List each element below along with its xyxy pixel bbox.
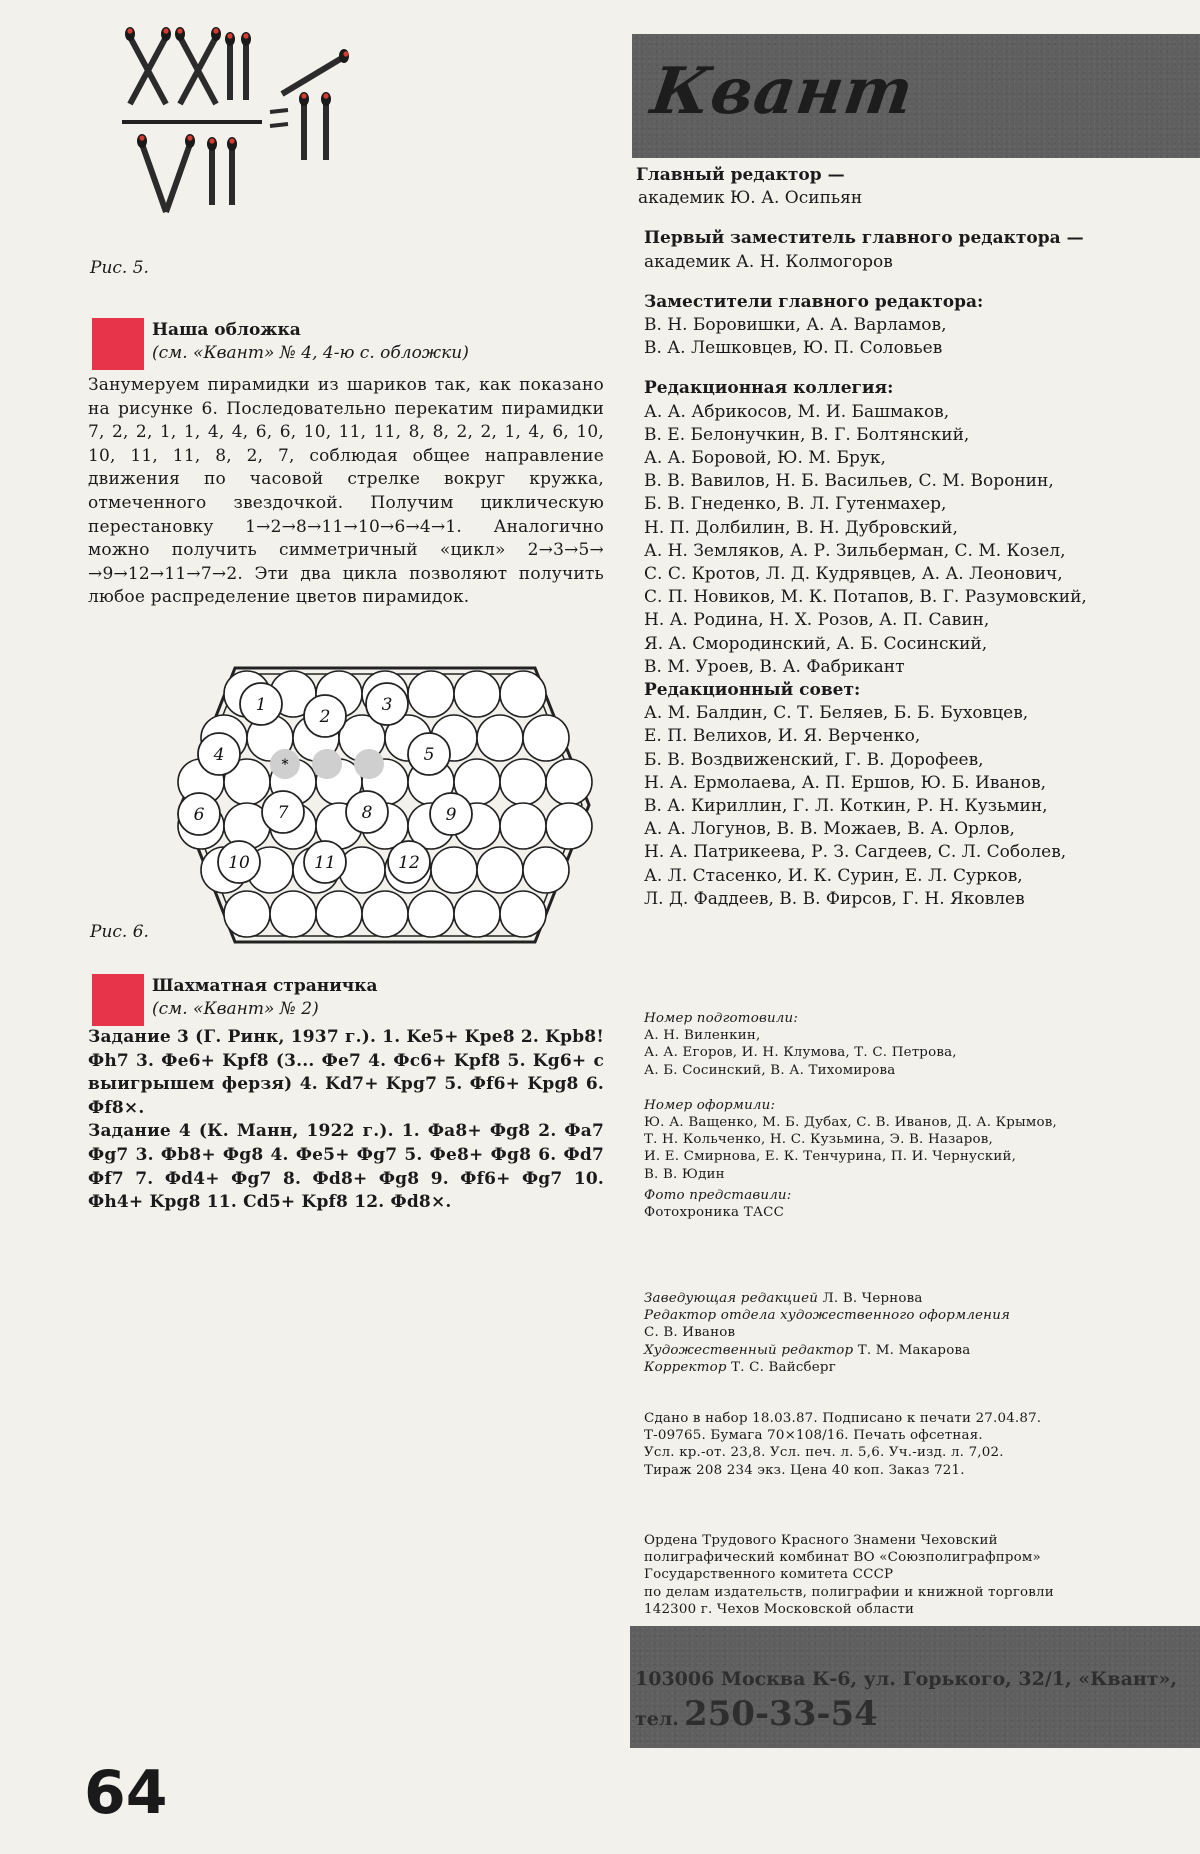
board-line: Н. П. Долбилин, В. Н. Дубровский, [644, 517, 958, 538]
print-info-line: Т-09765. Бумага 70×108/16. Печать офсетная. [644, 1428, 983, 1444]
masthead [636, 164, 1176, 911]
ball-number-label: 7 [277, 803, 289, 823]
staff-name: С. В. Иванов [644, 1325, 736, 1341]
ball [523, 847, 569, 893]
staff-line [644, 1359, 1184, 1376]
print-info-line: Тираж 208 234 экз. Цена 40 коп. Заказ 721. [644, 1462, 965, 1478]
prepared-line: А. Б. Сосинский, В. А. Тихомирова [644, 1062, 896, 1078]
ball [431, 847, 477, 893]
council-line: Е. П. Велихов, И. Я. Верченко, [644, 726, 921, 747]
designed-line: Ю. А. Ващенко, М. Б. Дубах, С. В. Иванов, Д. А. Крымов, [644, 1115, 1057, 1131]
printer-info [644, 1532, 1184, 1618]
staff-name: Л. В. Чернова [822, 1291, 923, 1306]
ball [362, 891, 408, 937]
deputies-list [636, 314, 1176, 360]
board-line: В. В. Вавилов, Н. Б. Васильев, С. М. Воронин, [644, 471, 1054, 492]
numerator-matches [125, 27, 251, 104]
designed-line: И. Е. Смирнова, Е. К. Тенчурина, П. И. Чернуский, [644, 1149, 1017, 1165]
prepared-line: А. Н. Виленкин, [644, 1028, 761, 1044]
board-line: В. М. Уроев, В. А. Фабрикант [644, 656, 905, 677]
ball [224, 891, 270, 937]
section-marker [92, 974, 144, 1026]
ball-number-label: 11 [314, 853, 336, 873]
board-label: Редакционная коллегия: [644, 378, 894, 399]
council-line: А. М. Балдин, С. Т. Беляев, Б. Б. Буховцев, [644, 703, 1029, 724]
ball [523, 715, 569, 761]
phone-label: тел. [635, 1708, 679, 1730]
printer-line: 142300 г. Чехов Московской области [644, 1601, 915, 1617]
staff-role: Художественный редактор [644, 1342, 854, 1358]
staff-line [644, 1290, 1184, 1307]
ball-pyramid-hexagon [175, 664, 595, 946]
printer-line: полиграфический комбинат ВО «Союзполиграфпром» [644, 1550, 1041, 1566]
board-line: А. А. Боровой, Ю. М. Брук, [644, 448, 886, 469]
ball [500, 759, 546, 805]
page-number: 64 [84, 1758, 168, 1828]
council-line: Л. Д. Фаддеев, В. В. Фирсов, Г. Н. Яковлев [644, 888, 1025, 909]
ball [270, 891, 316, 937]
denominator-matches [137, 134, 237, 212]
grey-ball [312, 749, 342, 779]
chief-editor-label: Главный редактор — [636, 165, 845, 185]
star-marker: * [281, 757, 289, 773]
council-line: А. Л. Стасенко, И. К. Сурин, Е. Л. Сурков, [644, 865, 1023, 886]
board-line: А. А. Абрикосов, М. И. Башмаков, [644, 401, 950, 422]
board-line: А. Н. Земляков, А. Р. Зильберман, С. М. Козел, [644, 540, 1066, 561]
deputies-line: В. Н. Боровишки, А. А. Варламов, [644, 315, 947, 336]
first-deputy-label: Первый заместитель главного редактора — [644, 228, 1084, 249]
council-line: Н. А. Ермолаева, А. П. Ершов, Ю. Б. Иванов, [644, 772, 1047, 793]
staff-line [644, 1324, 1184, 1341]
staff-line [644, 1342, 1184, 1359]
ball [500, 803, 546, 849]
deputies-label: Заместители главного редактора: [644, 291, 984, 312]
print-info-line: Сдано в набор 18.03.87. Подписано к печати 27.04.87. [644, 1411, 1042, 1426]
result-matches [282, 49, 349, 160]
ball [316, 891, 362, 937]
ball [454, 891, 500, 937]
chief-editor: академик Ю. А. Осипьян [638, 188, 863, 209]
cover-solution-text [88, 374, 604, 610]
ball [500, 671, 546, 717]
board-line: Н. А. Родина, Н. Х. Розов, А. П. Савин, [644, 610, 990, 631]
ball-number-label: 8 [361, 803, 373, 823]
ball-number-label: 1 [255, 695, 267, 715]
designed-label: Номер оформили: [644, 1097, 776, 1113]
editorial-address: 103006 Москва К-6, ул. Горького, 32/1, «Квант», [635, 1668, 1178, 1690]
photo-credit: Фотохроника ТАСС [644, 1205, 785, 1221]
ball-number-label: 2 [319, 707, 331, 727]
cover-section-subtitle: (см. «Квант» № 4, 4-ю с. обложки) [152, 343, 469, 363]
chess-section-subtitle: (см. «Квант» № 2) [152, 999, 319, 1019]
board-list [636, 401, 1176, 679]
staff-name: Т. С. Вайсберг [731, 1359, 836, 1375]
first-deputy: академик А. Н. Колмогоров [644, 251, 893, 272]
issue-credits [644, 1010, 1184, 1221]
cover-solution-paragraph: Занумеруем пирамидки из шариков так, как показано на рисунке 6. Последовательно перекатим пирамидки 7, 2, 2, 1, 1, 4, 4, 6, 6, 10, 11, 11, 8, 8, 2, 2, 1, 4, 6, 10, 10, 11, 11, 8, 2, 7, соблюдая общее направление движения по часовой стрелке вокруг кружка, отмеченного звездочкой. Получим циклическую перестановку 1→2→8→11→10→6→4→1. Аналогично можно получить симметричный «цикл» 2→3→5→ →9→12→11→7→2. Эти два цикла позволяют получить любое распределение цветов пирамидок. [88, 375, 604, 608]
ball [454, 671, 500, 717]
phone-line [635, 1694, 878, 1734]
ball-number-label: 10 [228, 853, 250, 873]
council-label: Редакционный совет: [644, 680, 861, 701]
board-line: С. П. Новиков, М. К. Потапов, В. Г. Разумовский, [644, 587, 1087, 608]
ball [408, 891, 454, 937]
figure-6-caption: Рис. 6. [90, 922, 149, 942]
ball [477, 715, 523, 761]
figure-5-caption: Рис. 5. [90, 258, 149, 278]
figure-6 [175, 664, 595, 946]
chess-task-4: Задание 4 (К. Манн, 1922 г.). 1. Фa8+ Фg8 2. Фa7 Фg7 3. Фb8+ Фg8 4. Фe5+ Фg7 5. Фe8+ Фg8 6. Фd7 Фf7 7. Фd4+ Фg7 8. Фd8+ Фg8 9. Фf6+ Фg7 10. Фh4+ Kpg8 11. Cd5+ Kpf8 12. Фd8×. [88, 1121, 604, 1213]
ball [500, 891, 546, 937]
magazine-logo: Квант [646, 54, 919, 129]
staff-name: Т. М. Макарова [857, 1342, 971, 1358]
board-line: Я. А. Смородинский, А. Б. Сосинский, [644, 633, 988, 654]
ball-number-label: 3 [381, 695, 393, 715]
board-line: Б. В. Гнеденко, В. Л. Гутенмахер, [644, 494, 947, 515]
ball [339, 847, 385, 893]
staff-role: Корректор [644, 1359, 727, 1375]
printer-line: Ордена Трудового Красного Знамени Чеховский [644, 1533, 998, 1548]
designed-line: Т. Н. Кольченко, Н. С. Кузьмина, Э. В. Назаров, [644, 1132, 993, 1148]
photo-label: Фото представили: [644, 1187, 792, 1203]
ball-number-label: 6 [193, 805, 205, 825]
grey-ball [354, 749, 384, 779]
ball [546, 759, 592, 805]
ball-number-label: 9 [445, 805, 457, 825]
council-line: Б. В. Воздвиженский, Г. В. Дорофеев, [644, 749, 984, 770]
prepared-line: А. А. Егоров, И. Н. Клумова, Т. С. Петрова, [644, 1045, 957, 1061]
ball-number-label: 5 [423, 745, 435, 765]
council-line: В. А. Кириллин, Г. Л. Коткин, Р. Н. Кузьмин, [644, 796, 1048, 817]
printer-line: Государственного комитета СССР [644, 1567, 894, 1583]
ball [546, 803, 592, 849]
editorial-staff [644, 1290, 1184, 1376]
chess-task-3: Задание 3 (Г. Ринк, 1937 г.). 1. Ke5+ Kpe8 2. Kpb8! Фh7 3. Фe6+ Kpf8 (3... Фe7 4. Фc6+ Kpf8 5. Kg6+ с выигрышем ферзя) 4. Kd7+ Kpg7 5. Фf6+ Kpg8 6. Фf8×. [88, 1027, 604, 1118]
ball-number-label: 12 [398, 853, 420, 873]
figure-5 [122, 22, 422, 252]
chess-section-title: Шахматная страничка [152, 976, 378, 996]
printer-line: по делам издательств, полиграфии и книжной торговли [644, 1584, 1054, 1600]
address-banner [630, 1626, 1200, 1748]
print-info-line: Усл. кр.-от. 23,8. Усл. печ. л. 5,6. Уч.-изд. л. 7,02. [644, 1445, 1004, 1461]
section-marker [92, 318, 144, 370]
ball [408, 671, 454, 717]
prepared-label: Номер подготовили: [644, 1011, 799, 1026]
board-line: В. Е. Белонучкин, В. Г. Болтянский, [644, 424, 970, 445]
council-list [636, 702, 1176, 911]
staff-role: Редактор отдела художественного оформления [644, 1308, 1011, 1324]
cover-section-title: Наша обложка [152, 320, 301, 340]
chess-solutions [88, 1026, 604, 1215]
staff-line [644, 1307, 1184, 1324]
ball-number-label: 4 [213, 745, 225, 765]
council-line: Н. А. Патрикеева, Р. З. Сагдеев, С. Л. Соболев, [644, 842, 1067, 863]
deputies-line: В. А. Лешковцев, Ю. П. Соловьев [644, 338, 943, 359]
board-line: С. С. Кротов, Л. Д. Кудрявцев, А. А. Леонович, [644, 564, 1063, 585]
phone-number: 250-33-54 [683, 1694, 878, 1734]
logo-banner [632, 34, 1200, 158]
matchstick-equation [122, 22, 422, 252]
ball [477, 847, 523, 893]
staff-role: Заведующая редакцией [644, 1291, 819, 1306]
council-line: А. А. Логунов, В. В. Можаев, В. А. Орлов, [644, 819, 1015, 840]
print-info [644, 1410, 1184, 1479]
designed-line: В. В. Юдин [644, 1166, 725, 1182]
